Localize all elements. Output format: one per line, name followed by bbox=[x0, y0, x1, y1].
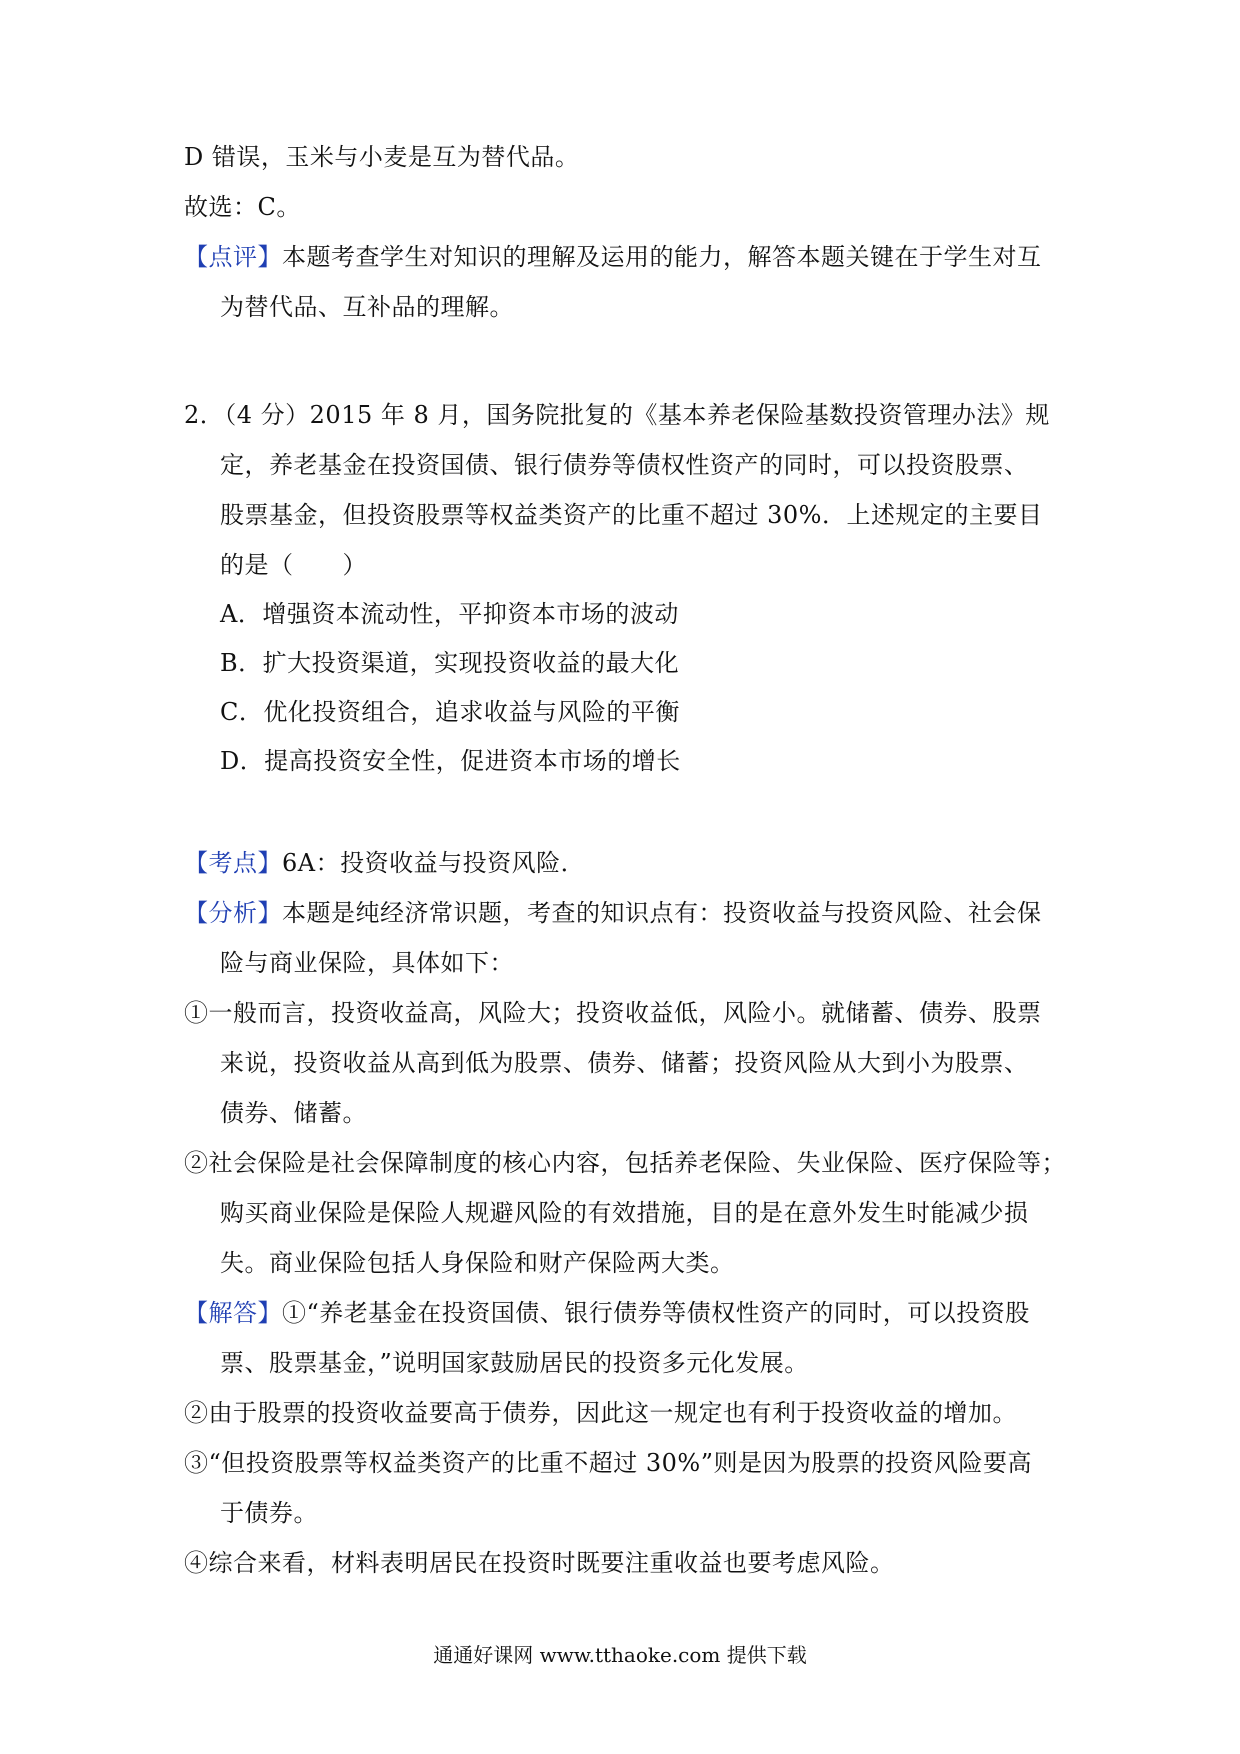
q2-jieda-point-2: ②由于股票的投资收益要高于债券，因此这一规定也有利于投资收益的增加。 bbox=[184, 1399, 1017, 1427]
q2-fenxi-point-2-cont: 购买商业保险是保险人规避风险的有效措施，目的是在意外发生时能减少损 bbox=[220, 1199, 1029, 1227]
q2-fenxi-point-2: ②社会保险是社会保障制度的核心内容，包括养老保险、失业保险、医疗保险等； bbox=[184, 1149, 1066, 1177]
jieda-tag: 【解答】 bbox=[184, 1299, 282, 1327]
kaodian-tag: 【考点】 bbox=[184, 849, 282, 877]
q2-jieda-line-1 bbox=[184, 1296, 1030, 1330]
q2-stem-line-2: 定，养老基金在投资国债、银行债券等债权性资产的同时，可以投资股票、 bbox=[220, 451, 1029, 479]
q2-kaodian bbox=[184, 846, 585, 880]
q2-stem-line-4: 的是（ ） bbox=[220, 551, 367, 579]
q2-stem-line-3: 股票基金，但投资股票等权益类资产的比重不超过 30%．上述规定的主要目 bbox=[220, 501, 1043, 529]
q1-comment-line-1 bbox=[184, 240, 1042, 274]
q2-option-c: C．优化投资组合，追求收益与风险的平衡 bbox=[220, 698, 680, 726]
jieda-text-1: ①“养老基金在投资国债、银行债券等债权性资产的同时，可以投资股 bbox=[282, 1299, 1030, 1327]
q2-fenxi-line-1 bbox=[184, 896, 1042, 930]
q2-fenxi-point-1: ①一般而言，投资收益高，风险大；投资收益低，风险小。就储蓄、债券、股票 bbox=[184, 999, 1042, 1027]
q2-fenxi-point-1-cont: 来说，投资收益从高到低为股票、债券、储蓄；投资风险从大到小为股票、 bbox=[220, 1049, 1029, 1077]
q2-fenxi-point-1-cont-2: 债券、储蓄。 bbox=[220, 1099, 367, 1127]
q2-option-a: A．增强资本流动性，平抑资本市场的波动 bbox=[220, 600, 679, 628]
q1-comment-line-2: 为替代品、互补品的理解。 bbox=[220, 293, 514, 321]
q2-fenxi-line-2: 险与商业保险，具体如下： bbox=[220, 949, 514, 977]
q2-jieda-point-4: ④综合来看，材料表明居民在投资时既要注重收益也要考虑风险。 bbox=[184, 1549, 895, 1577]
q1-answer: 故选：C。 bbox=[184, 193, 301, 221]
q2-option-b: B．扩大投资渠道，实现投资收益的最大化 bbox=[220, 649, 680, 677]
q2-option-d: D．提高投资安全性，促进资本市场的增长 bbox=[220, 747, 681, 775]
page-footer: 通通好课网 www.tthaoke.com 提供下载 bbox=[433, 1643, 807, 1667]
comment-tag: 【点评】 bbox=[184, 243, 282, 271]
kaodian-text: 6A：投资收益与投资风险． bbox=[282, 849, 586, 877]
fenxi-text-1: 本题是纯经济常识题，考查的知识点有：投资收益与投资风险、社会保 bbox=[282, 899, 1042, 927]
q2-jieda-point-3: ③“但投资股票等权益类资产的比重不超过 30%”则是因为股票的投资风险要高 bbox=[184, 1449, 1033, 1477]
q2-jieda-line-2: 票、股票基金，”说明国家鼓励居民的投资多元化发展。 bbox=[220, 1349, 809, 1377]
q1-option-d-explanation: D 错误，玉米与小麦是互为替代品。 bbox=[184, 143, 580, 171]
q2-fenxi-point-2-cont-2: 失。商业保险包括人身保险和财产保险两大类。 bbox=[220, 1249, 735, 1277]
q2-stem-line-1: 2．（4 分）2015 年 8 月，国务院批复的《基本养老保险基数投资管理办法》规 bbox=[184, 401, 1050, 429]
comment-text-1: 本题考查学生对知识的理解及运用的能力，解答本题关键在于学生对互 bbox=[282, 243, 1042, 271]
q2-jieda-point-3-cont: 于债券。 bbox=[220, 1499, 318, 1527]
fenxi-tag: 【分析】 bbox=[184, 899, 282, 927]
